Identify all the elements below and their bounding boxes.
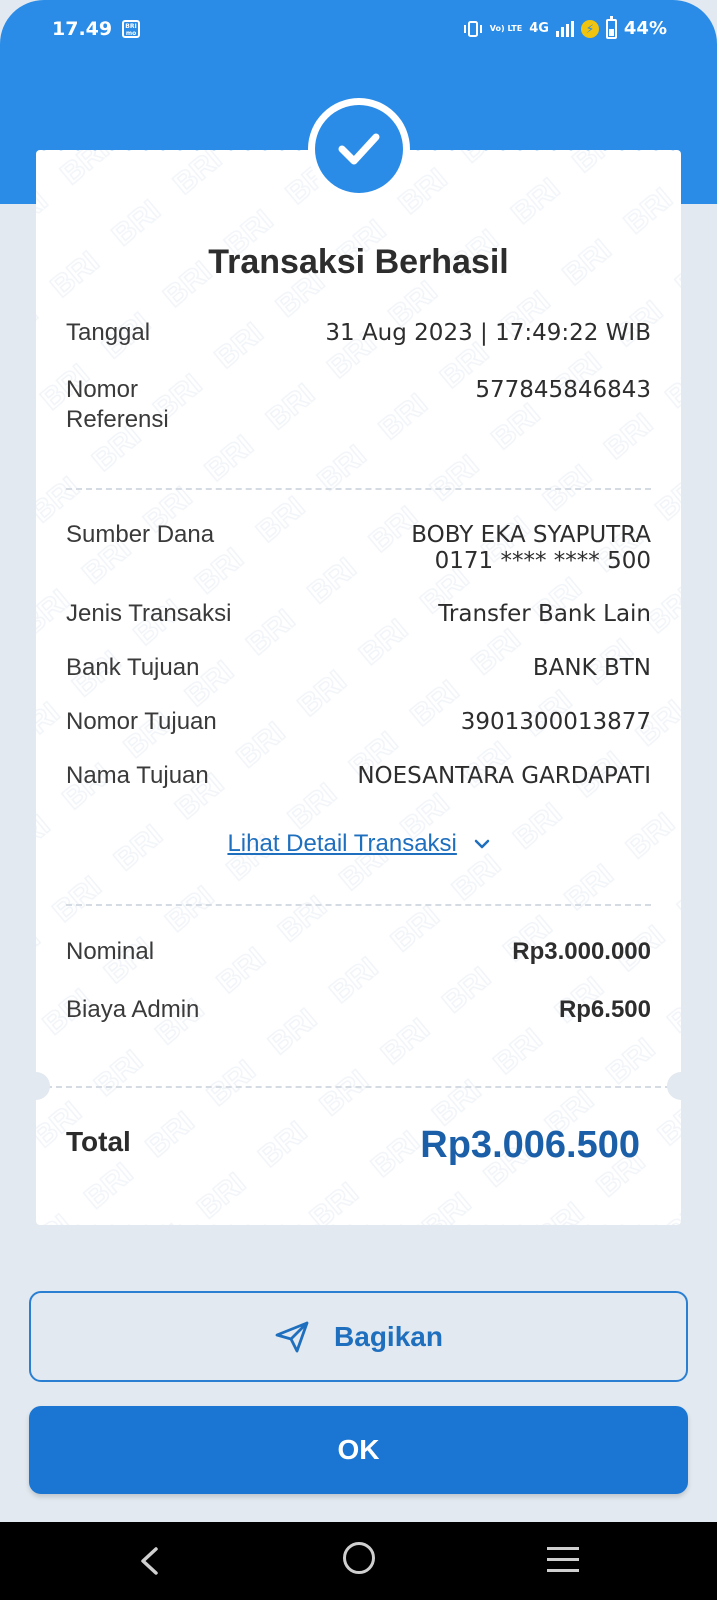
sumber-dana-label: Sumber Dana	[66, 521, 215, 548]
bank-tujuan-label: Bank Tujuan	[66, 654, 200, 681]
battery-icon	[606, 19, 617, 39]
jenis-transaksi-value: Transfer Bank Lain	[438, 601, 651, 627]
sumber-dana-name: BOBY EKA SYAPUTRA	[411, 522, 651, 548]
ok-button-label: OK	[337, 1434, 380, 1465]
share-button[interactable]	[29, 1291, 688, 1382]
row-referensi	[66, 375, 651, 439]
status-bar	[0, 0, 717, 60]
total-label: Total	[66, 1126, 131, 1157]
row-tanggal	[66, 318, 651, 348]
sumber-dana-account: 0171 **** **** 500	[434, 548, 651, 574]
receipt-notch-right	[667, 1072, 695, 1100]
nomor-tujuan-label: Nomor Tujuan	[66, 708, 217, 735]
biaya-admin-label: Biaya Admin	[66, 996, 200, 1023]
nominal-label: Nominal	[66, 938, 155, 965]
receipt-bottom-edge	[36, 1217, 681, 1225]
network-type: 4G	[529, 21, 549, 36]
receipt-card	[36, 150, 681, 1225]
tanggal-value: 31 Aug 2023 | 17:49:22 WIB	[325, 320, 651, 346]
share-button-label: Bagikan	[334, 1320, 443, 1352]
back-icon[interactable]	[138, 1546, 160, 1576]
row-biaya-admin	[66, 995, 651, 1025]
referensi-label: Nomor Referensi	[66, 376, 169, 433]
send-icon	[274, 1320, 310, 1354]
volte-indicator: Vo) LTE	[489, 24, 523, 33]
receipt-notch-left	[22, 1072, 50, 1100]
home-icon[interactable]	[343, 1542, 375, 1574]
power-saving-icon: ⚡	[581, 20, 599, 38]
signal-icon	[556, 21, 574, 37]
page-title: Transaksi Berhasil	[208, 243, 509, 281]
detail-link-label[interactable]: Lihat Detail Transaksi	[227, 830, 457, 857]
total-value: Rp3.006.500	[420, 1124, 640, 1166]
bri-watermark	[36, 150, 681, 1225]
checkmark-icon	[337, 131, 381, 167]
status-indicators	[463, 18, 667, 39]
nama-tujuan-value: NOESANTARA GARDAPATI	[357, 763, 651, 789]
row-jenis-transaksi	[66, 599, 651, 629]
row-nominal	[66, 937, 651, 967]
bank-tujuan-value: BANK BTN	[532, 655, 651, 681]
check-circle	[315, 105, 403, 193]
chevron-down-icon[interactable]	[474, 839, 490, 849]
recent-apps-icon[interactable]	[547, 1547, 579, 1580]
battery-percent: 44%	[623, 18, 667, 39]
ok-button[interactable]	[29, 1406, 688, 1494]
vibrate-icon	[463, 20, 483, 38]
biaya-admin-value: Rp6.500	[558, 996, 651, 1023]
row-nama-tujuan	[66, 761, 651, 791]
jenis-transaksi-label: Jenis Transaksi	[66, 600, 232, 627]
total-divider	[36, 1086, 681, 1088]
divider	[66, 904, 651, 906]
nama-tujuan-label: Nama Tujuan	[66, 762, 209, 789]
status-time: 17.49	[52, 18, 113, 40]
detail-transaction-link[interactable]	[0, 830, 717, 858]
tanggal-label: Tanggal	[66, 319, 151, 346]
brimo-notification-icon: BRI mo	[122, 20, 140, 38]
row-nomor-tujuan	[66, 707, 651, 737]
nominal-value: Rp3.000.000	[512, 938, 651, 965]
nomor-tujuan-value: 3901300013877	[460, 709, 651, 735]
divider	[66, 488, 651, 490]
system-nav-bar	[0, 1522, 717, 1600]
referensi-value: 577845846843	[475, 377, 651, 403]
success-badge	[308, 98, 410, 200]
row-sumber-dana	[66, 520, 651, 576]
row-bank-tujuan	[66, 653, 651, 683]
